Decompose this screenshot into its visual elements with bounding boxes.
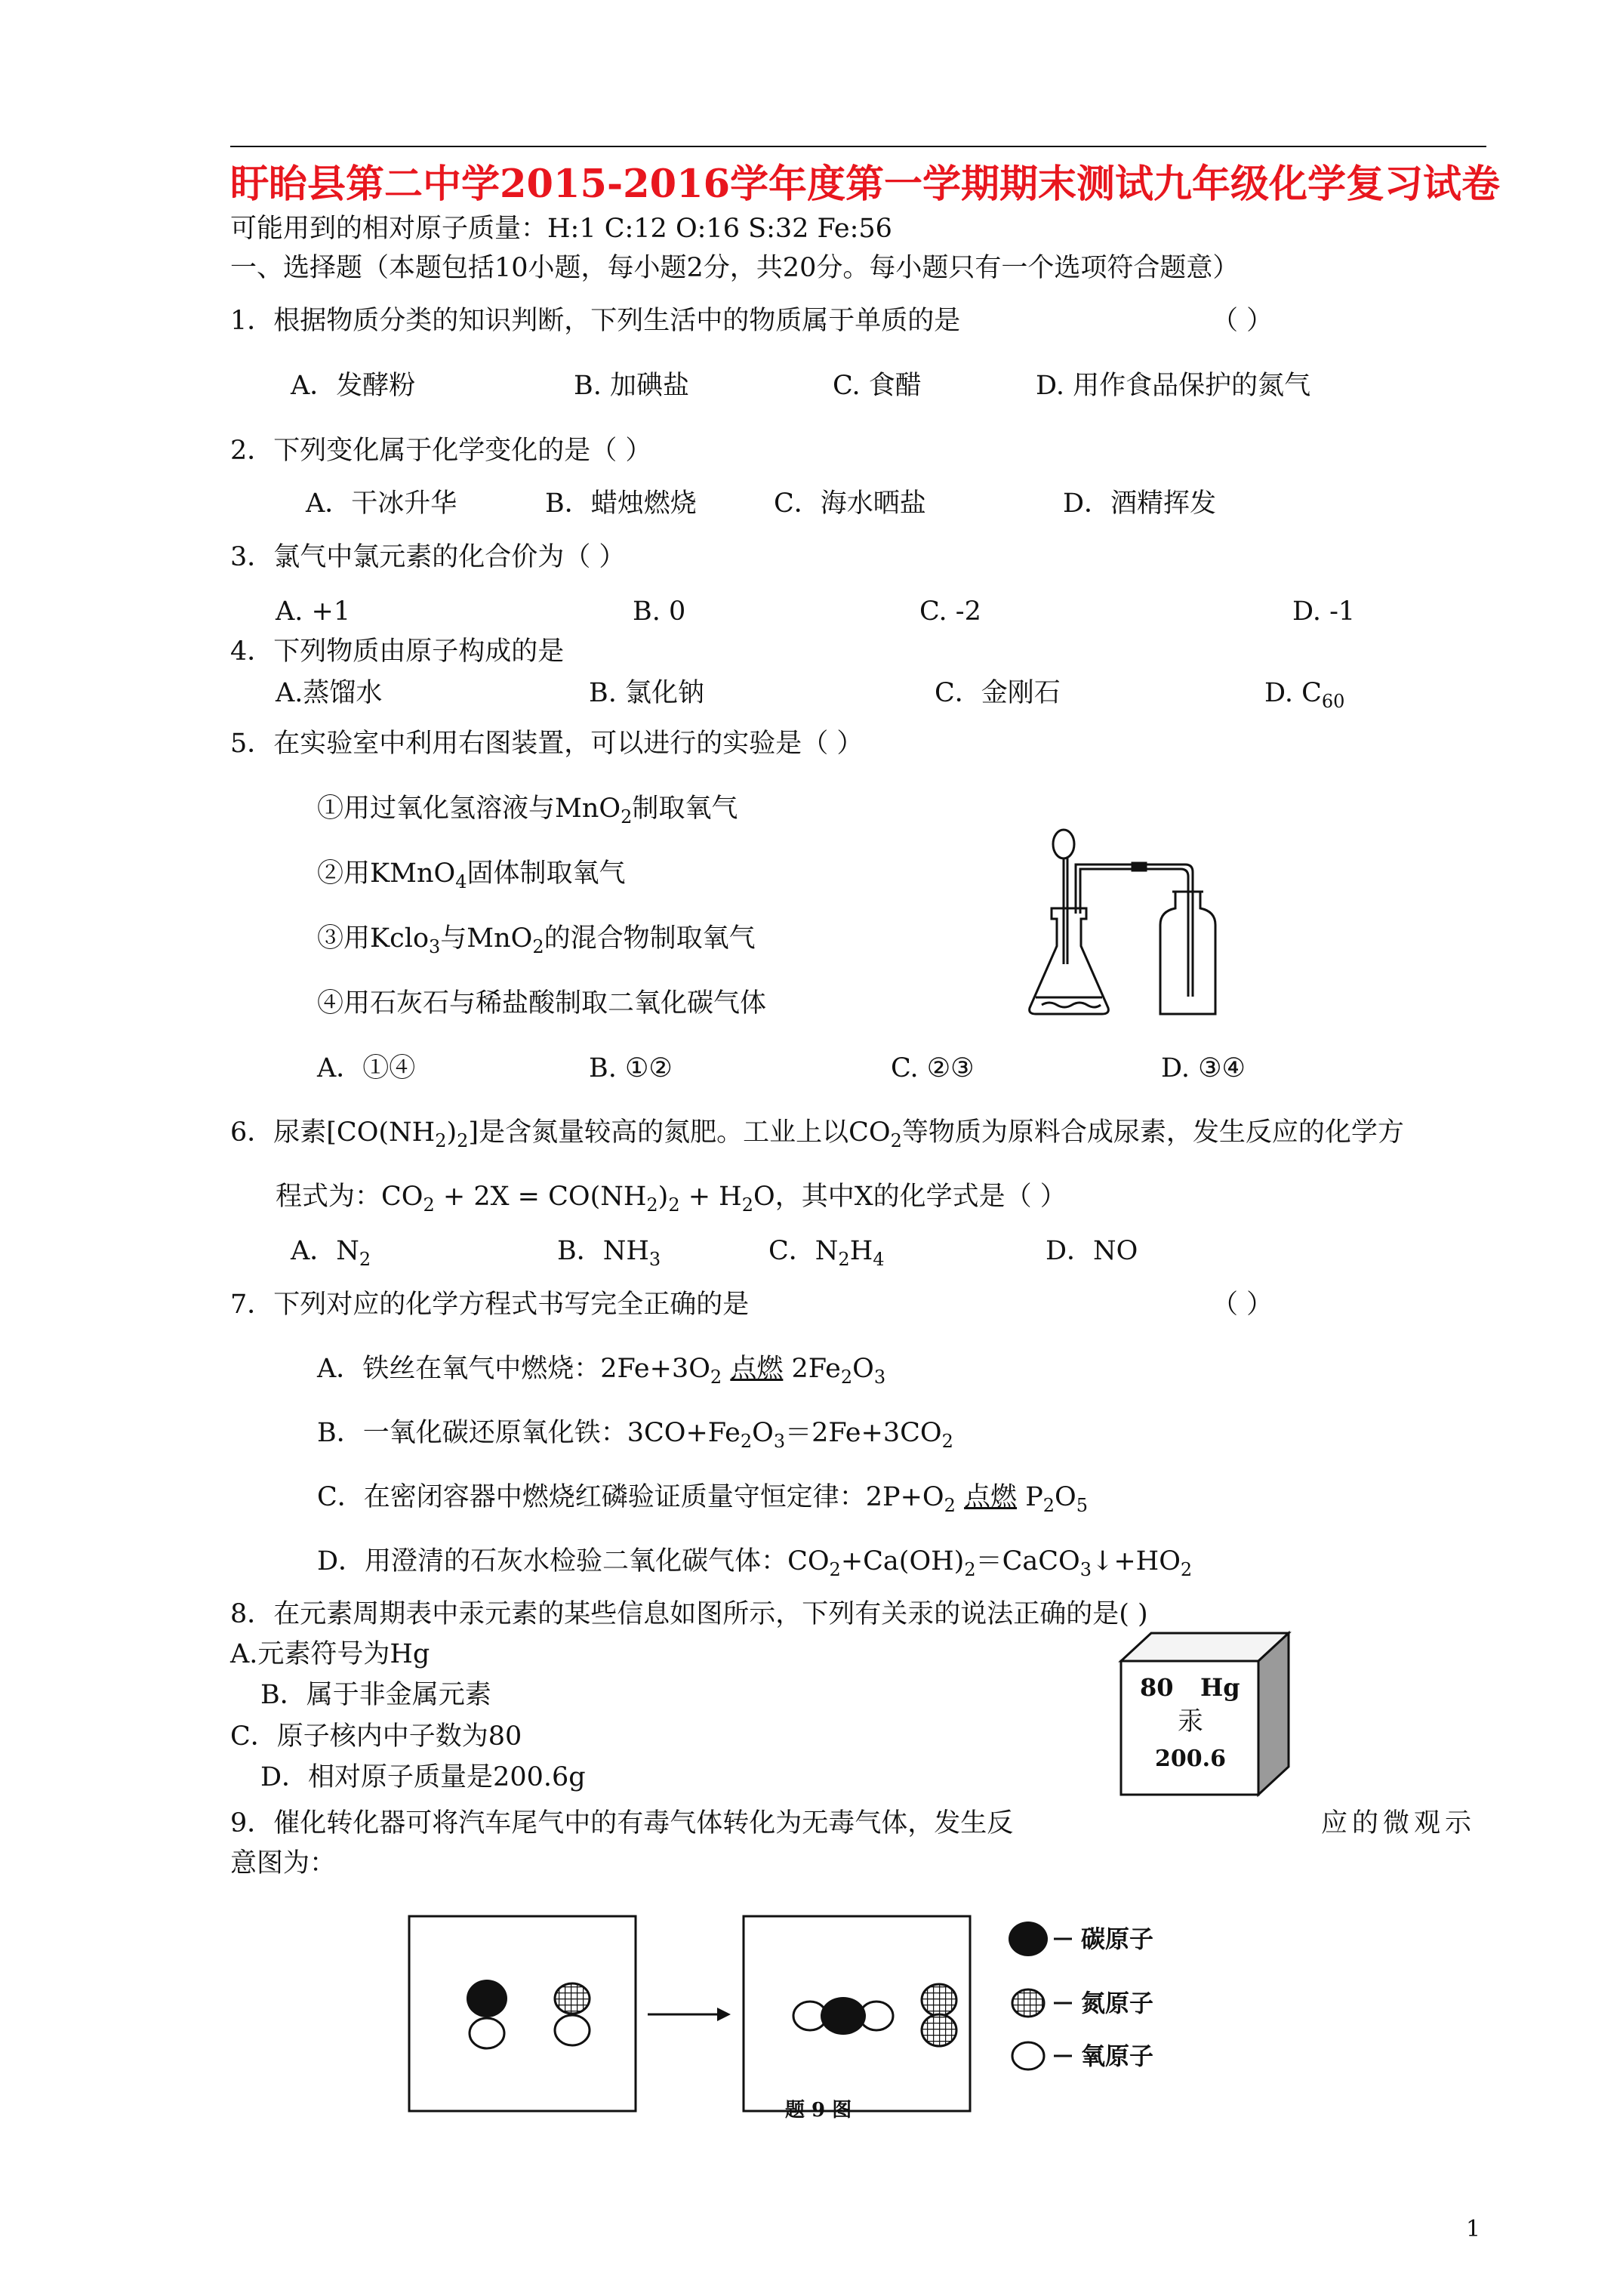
q5-item-3: ③用Kclo$_3$与MnO$_2$的混合物制取氧气 [317, 923, 756, 957]
q1-option-d: D. 用作食品保护的氮气 [1036, 371, 1311, 401]
q7-option-d: D．用澄清的石灰水检验二氧化碳气体：$CO_2+Ca(OH)_2=CaCO_3↓+HO_2$ [317, 1546, 1193, 1580]
q1-answer-paren: （ ） [1212, 306, 1273, 336]
q2-stem: 2．下列变化属于化学变化的是（ ） [230, 436, 652, 466]
page-number: 1 [1466, 2216, 1481, 2242]
mercury-atomic-mass: 200.6 [1155, 1746, 1226, 1772]
q9-stem-line1: 9．催化转化器可将汽车尾气中的有毒气体转化为无毒气体，发生反 [230, 1808, 1014, 1838]
q6-stem-line2: 程式为：$CO_2 + 2X = CO(NH_2)_2 + H_2O$，其中X的化学式是（ ） [276, 1182, 1067, 1216]
q5-option-b: B. ①② [589, 1053, 673, 1083]
q1-option-c: C. 食醋 [833, 371, 922, 401]
q4-option-c: C．金刚石 [935, 678, 1061, 708]
q7-option-a: A．铁丝在氧气中燃烧：$2Fe+3O_2$ 点燃 $2Fe_2O_3$ [317, 1354, 886, 1388]
q5-item-1: ①用过氧化氢溶液与MnO$_2$制取氧气 [317, 794, 738, 827]
mercury-atomic-number: 80 [1140, 1673, 1174, 1702]
q1-option-b: B. 加碘盐 [574, 371, 689, 401]
section-heading: 一、选择题（本题包括10小题，每小题2分，共20分。每小题只有一个选项符合题意） [230, 253, 1240, 283]
mercury-symbol: Hg [1200, 1673, 1240, 1702]
top-rule [230, 146, 1486, 147]
q3-stem: 3．氯气中氯元素的化合价为（ ） [230, 542, 626, 572]
q4-option-d: D. $C_{60}$ [1264, 678, 1345, 712]
q6-option-d: D．NO [1046, 1236, 1138, 1266]
mercury-name: 汞 [1178, 1706, 1203, 1737]
q6-stem-line1: 6．尿素$[CO(NH_2)_2]$是含氮量较高的氮肥。工业上以$CO_2$等物质为原料合成尿素，发生反应的化学方 [230, 1117, 1404, 1151]
q5-option-c: C. ②③ [891, 1053, 975, 1083]
q8-option-b: B．属于非金属元素 [260, 1680, 491, 1710]
q5-stem: 5．在实验室中利用右图装置，可以进行的实验是（ ） [230, 729, 864, 759]
q9-stem-line1-tail: 应的微观示 [1321, 1808, 1477, 1838]
q7-option-b: B．一氧化碳还原氧化铁：$3CO+Fe_2O_3=2Fe+3CO_2$ [317, 1418, 953, 1452]
q5-item-2: ②用KMnO$_4$固体制取氧气 [317, 858, 626, 892]
q9-figure-caption: 题 9 图 [785, 2099, 852, 2122]
q8-option-c: C．原子核内中子数为80 [230, 1721, 522, 1752]
q6-option-a: A．$N_2$ [291, 1236, 371, 1270]
q3-option-c: C. -2 [919, 596, 981, 627]
legend-carbon-atom: 碳原子 [1081, 1925, 1154, 1953]
legend-nitrogen-atom: 氮原子 [1081, 1989, 1154, 2017]
q2-option-a: A．干冰升华 [306, 488, 457, 519]
q2-option-d: D．酒精挥发 [1063, 488, 1217, 519]
q5-option-d: D. ③④ [1161, 1053, 1246, 1083]
q3-option-d: D. -1 [1292, 596, 1356, 627]
atomic-mass-line: 可能用到的相对原子质量：H:1 C:12 O:16 S:32 Fe:56 [230, 214, 892, 244]
q1-stem: 1．根据物质分类的知识判断，下列生活中的物质属于单质的是 [230, 306, 961, 336]
q4-option-b: B. 氯化钠 [589, 678, 704, 708]
q3-option-a: A. +1 [276, 596, 351, 627]
q7-stem: 7．下列对应的化学方程式书写完全正确的是 [230, 1290, 750, 1320]
q9-stem-line2: 意图为： [230, 1848, 337, 1878]
q3-option-b: B. 0 [633, 596, 686, 627]
q5-item-4: ④用石灰石与稀盐酸制取二氧化碳气体 [317, 988, 767, 1019]
q7-option-c: C．在密闭容器中燃烧红磷验证质量守恒定律：$2P+O_2$ 点燃 $P_2O_5$ [317, 1482, 1089, 1516]
q5-option-a: A．①④ [317, 1053, 416, 1083]
q8-stem: 8．在元素周期表中汞元素的某些信息如图所示，下列有关汞的说法正确的是( ) [230, 1599, 1148, 1629]
q6-option-c: C．$N_2H_4$ [768, 1236, 885, 1270]
q2-option-b: B．蜡烛燃烧 [545, 488, 697, 519]
q2-option-c: C．海水晒盐 [774, 488, 926, 519]
q8-option-a: A.元素符号为Hg [230, 1639, 430, 1669]
q6-option-b: B．$NH_3$ [557, 1236, 661, 1270]
q4-option-a: A.蒸馏水 [276, 678, 383, 708]
q8-option-d: D．相对原子质量是200.6g [260, 1762, 586, 1792]
q4-stem: 4．下列物质由原子构成的是 [230, 636, 565, 667]
legend-oxygen-atom: 氧原子 [1081, 2042, 1154, 2070]
page-title: 盱眙县第二中学2015-2016学年度第一学期期末测试九年级化学复习试卷 [230, 162, 1501, 207]
q1-option-a: A．发酵粉 [291, 371, 416, 401]
q7-answer-paren: （ ） [1212, 1290, 1273, 1320]
gas-apparatus-figure [1019, 819, 1223, 1023]
